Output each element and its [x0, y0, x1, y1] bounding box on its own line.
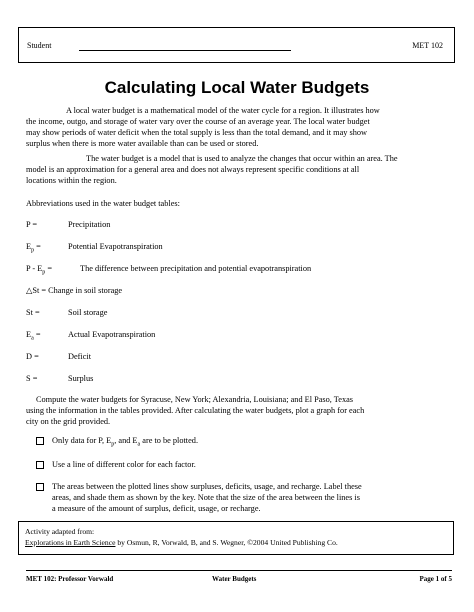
page-title: Calculating Local Water Budgets [104, 78, 370, 97]
abbrev-symbol: P - $E_p$ = [26, 264, 53, 276]
intro-paragraph-2 [26, 153, 451, 186]
footer-course: MET 102: Professor Vorwald [26, 575, 114, 583]
text-line: locations within the region. [26, 176, 117, 185]
bullet-text: The areas between the plotted lines show surpluses, deficits, usage, and recharge. Label these areas, and shade them as shown by the key. Note that the size of the area between the lines is a measure of the amount of surplus, deficit, usage, or recharge. [52, 482, 362, 513]
abbrev-definition: Actual Evapotranspiration [68, 330, 156, 339]
abbrev-symbol: D = [26, 352, 39, 361]
checkbox-bullet-icon [36, 483, 44, 491]
instructions-paragraph [26, 394, 451, 427]
footer-topic: Water Budgets [212, 575, 257, 583]
abbrev-definition: Potential Evapotranspiration [68, 242, 163, 251]
text-line: may show periods of water deficit when the total supply is less than the total demand, and it may show [26, 128, 368, 137]
text-line: model is an approximation for a general area and does not always represent specific conditions at all [26, 165, 360, 174]
abbrev-definition: Precipitation [68, 220, 111, 229]
abbrev-symbol: S = [26, 374, 38, 383]
abbrev-symbol: St = [26, 308, 40, 317]
bullet-text: Only data for P, $E_p$, and $E_a$ are to be plotted. [52, 436, 199, 448]
course-code: MET 102 [412, 41, 443, 50]
text-line: Compute the water budgets for Syracuse, New York; Alexandria, Louisiana; and El Paso, Texas [36, 395, 354, 404]
abbrev-symbol: $E_a$ = [26, 330, 41, 342]
checkbox-bullet-icon [36, 461, 44, 469]
text-line: surplus when there is more water available than can be used or stored. [26, 139, 259, 148]
bullet-text: Use a line of different color for each factor. [52, 460, 196, 469]
text-line: using the information in the tables provided. After calculating the water budgets, plot a graph for each [26, 406, 365, 415]
student-label: Student [27, 41, 52, 50]
student-header-box [18, 27, 455, 63]
student-name-line[interactable] [79, 50, 291, 51]
abbrev-definition: Soil storage [68, 308, 108, 317]
abbrev-symbol: △St = Change in soil storage [26, 286, 123, 295]
intro-paragraph-1 [26, 105, 451, 149]
source-citation-box [18, 521, 454, 555]
abbreviations-intro [26, 198, 451, 209]
footer-divider [26, 570, 452, 571]
footer-page-number: Page 1 of 5 [419, 575, 452, 583]
abbrev-definition: Surplus [68, 374, 94, 383]
source-intro: Activity adapted from: [25, 527, 95, 536]
text-line: city on the grid provided. [26, 417, 111, 426]
book-title: Explorations in Earth Science [25, 538, 116, 547]
citation-rest: by Osmun, R, Vorwald, B, and S. Wegner, ©2004 United Publishing Co. [115, 538, 338, 547]
abbrev-definition: The difference between precipitation and potential evapotranspiration [80, 264, 312, 273]
text-line: The water budget is a model that is used to analyze the changes that occur within an area. The [86, 154, 398, 163]
abbrev-symbol: P = [26, 220, 38, 229]
text-line: the income, outgo, and storage of water vary over the course of an average year. The local water budget [26, 117, 370, 126]
text-line: A local water budget is a mathematical model of the water cycle for a region. It illustrates how [66, 106, 380, 115]
checkbox-bullet-icon [36, 437, 44, 445]
abbrev-definition: Deficit [68, 352, 92, 361]
abbrev-symbol: $E_p$ = [26, 242, 41, 254]
source-citation [25, 537, 338, 548]
text-line: Abbreviations used in the water budget tables: [26, 199, 180, 208]
